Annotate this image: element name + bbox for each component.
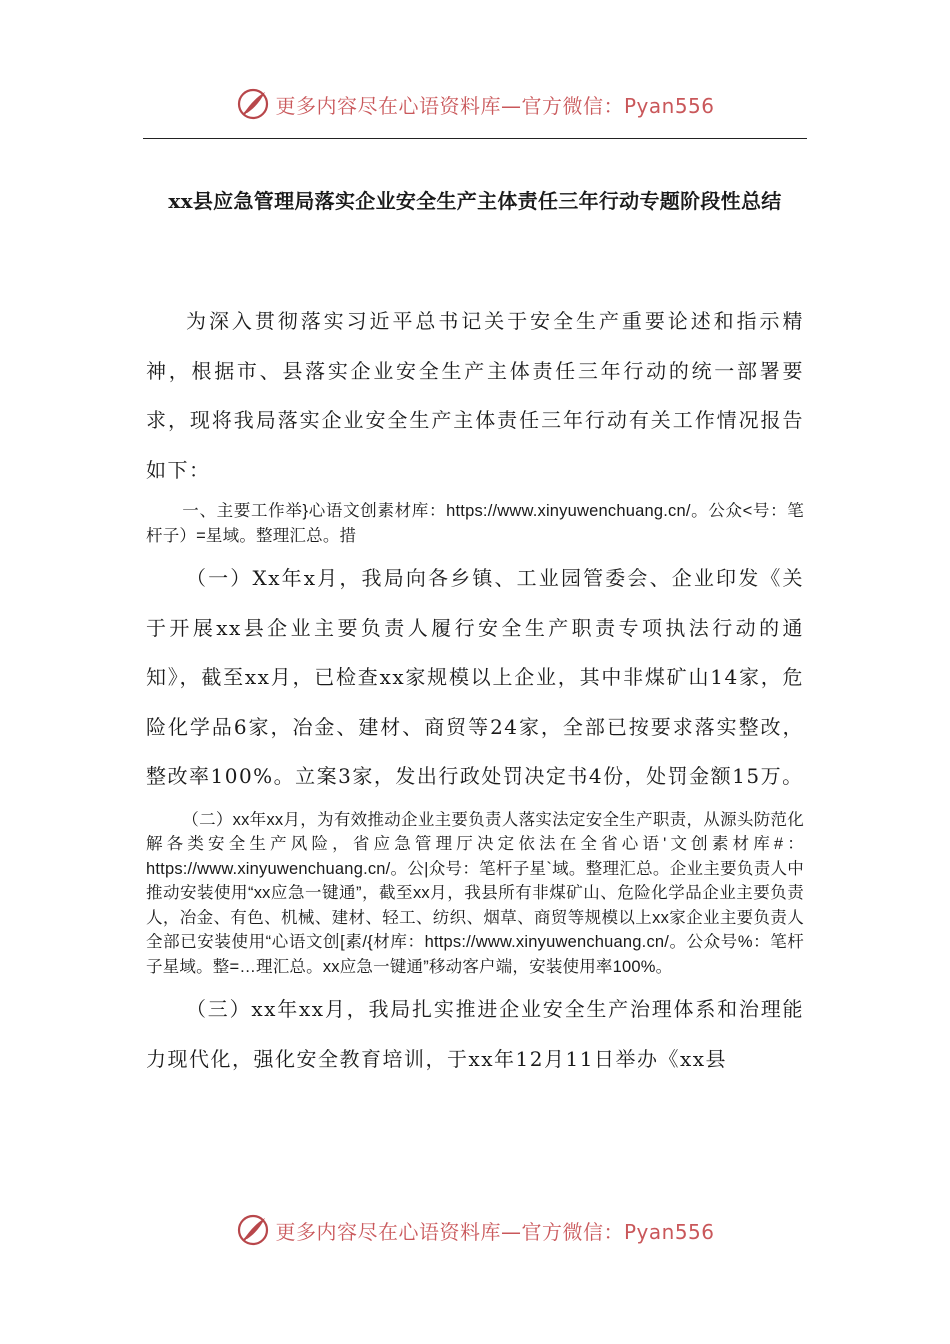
item-three-paragraph: （三）xx年xx月，我局扎实推进企业安全生产治理体系和治理能力现代化，强化安全教育培训，于xx年12月11日举办《xx县 bbox=[146, 997, 804, 1071]
document-body bbox=[146, 297, 804, 1084]
wechat-id: Pyan556 bbox=[623, 1219, 715, 1244]
document-title: xx县应急管理局落实企业安全生产主体责任三年行动专题阶段性总结 bbox=[168, 189, 782, 213]
header-divider bbox=[143, 138, 807, 139]
quill-pen-logo-icon bbox=[235, 1212, 271, 1248]
quill-pen-logo-icon bbox=[235, 86, 271, 122]
intro-paragraph: 为深入贯彻落实习近平总书记关于安全生产重要论述和指示精神，根据市、县落实企业安全生产主体责任三年行动的统一部署要求，现将我局落实企业安全生产主体责任三年行动有关工作情况报告如下： bbox=[146, 309, 804, 482]
banner-text: 更多内容尽在心语资料库—官方微信：Pyan556 bbox=[275, 1219, 715, 1244]
item-two-paragraph: （二）xx年xx月，为有效推动企业主要负责人落实法定安全生产职责，从源头防范化解各类安全生产风险，省应急管理厅决定依法在全省心语'文创素材库#：https://www.xinyuwenchuang.cn/。公|众号：笔杆子星`域。整理汇总。企业主要负责人中推动安装使用“xx应急一键通”，截至xx月，我县所有非煤矿山、危险化学品企业主要负责人，冶金、有色、机械、建材、轻工、纺织、烟草、商贸等规模以上xx家企业主要负责人全部已安装使用“心语文创[素/{材库：https://www.xinyuwenchuang.cn/。公众号%：笔杆子星域。整=…理汇总。xx应急一键通”移动客户端，安装使用率100%。 bbox=[146, 810, 804, 976]
wechat-id: Pyan556 bbox=[623, 93, 715, 118]
header-banner bbox=[0, 84, 950, 124]
item-one-paragraph: （一）Xx年x月，我局向各乡镇、工业园管委会、企业印发《关于开展xx县企业主要负责人履行安全生产职责专项执法行动的通知》，截至xx月，已检查xx家规模以上企业，其中非煤矿山14家，危险化学品6家，冶金、建材、商贸等24家，全部已按要求落实整改，整改率100%。立案3家，发出行政处罚决定书4份，处罚金额15万。 bbox=[146, 566, 804, 788]
section-heading-paragraph: 一、主要工作举}心语文创素材库：https://www.xinyuwenchuang.cn/。公众<号：笔杆子）=星域。整理汇总。措 bbox=[146, 502, 804, 545]
banner-text: 更多内容尽在心语资料库—官方微信：Pyan556 bbox=[275, 93, 715, 118]
footer-banner bbox=[0, 1210, 950, 1250]
